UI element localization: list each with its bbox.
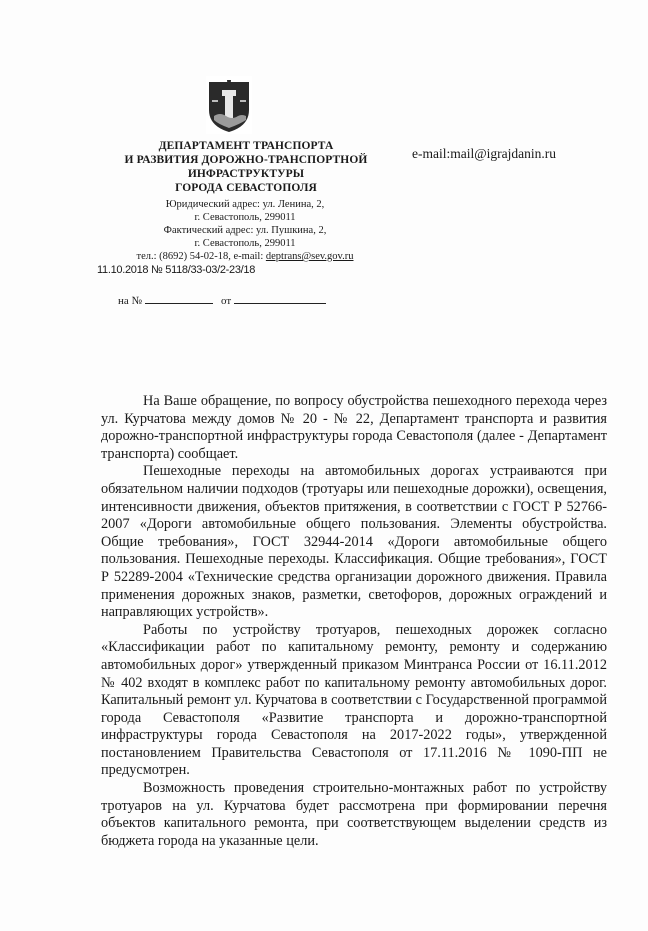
contact-line: [90, 250, 400, 263]
recipient-email: e-mail:mail@igrajdanin.ru: [412, 146, 557, 161]
department-email-link[interactable]: deptrans@sev.gov.ru: [265, 251, 354, 262]
department-address: [90, 198, 400, 263]
letter-body: [101, 393, 607, 850]
department-line: И РАЗВИТИЯ ДОРОЖНО-ТРАНСПОРТНОЙ: [124, 154, 368, 166]
legal-address-line: Юридический адрес: ул. Ленина, 2,: [165, 199, 325, 210]
department-line: ДЕПАРТАМЕНТ ТРАНСПОРТА: [158, 140, 334, 152]
registration-number: 11.10.2018 № 5118/33-03/2-23/18: [97, 264, 256, 276]
body-paragraph: Возможность проведения строительно-монтажных работ по устройству тротуаров на ул. Курчатова будет рассмотрена при формировании перечня объектов капитального ремонта, при соответствующем выделении средств из бюджета города на указанные цели.: [101, 780, 607, 849]
body-paragraph: Работы по устройству тротуаров, пешеходных дорожек согласно «Классификации работ по капитальному ремонту, ремонту и содержанию автомобильных дорог» утвержденный приказом Минтранса России от 16.11.2012 № 402 входят в комплекс работ по капитальному ремонту автомобильных дорог. Капитальный ремонт ул. Курчатова в соответствии с Государственной программой города Севастополя «Развитие транспорта и дорожно-транспортной инфраструктуры города Севастополя на 2017-2022 годы», утвержденной постановлением Правительства Севастополя от 17.11.2016 № 1090-ПП не предусмотрен.: [101, 621, 607, 779]
actual-address-city: г. Севастополь, 299011: [194, 238, 296, 249]
ref-number-label: на №: [118, 295, 143, 307]
department-name: [96, 139, 396, 195]
ref-date-label: от: [221, 295, 232, 307]
legal-address-city: г. Севастополь, 299011: [194, 212, 296, 223]
phone-text: тел.: (8692) 54-02-18, e-mail:: [136, 251, 266, 262]
reference-line: [118, 294, 326, 307]
department-line: ИНФРАСТРУКТУРЫ: [187, 168, 305, 180]
actual-address-line: Фактический адрес: ул. Пушкина, 2,: [163, 225, 327, 236]
ref-date-blank: [234, 294, 326, 304]
department-line: ГОРОДА СЕВАСТОПОЛЯ: [175, 182, 317, 194]
body-paragraph: На Ваше обращение, по вопросу обустройства пешеходного перехода через ул. Курчатова между домов № 20 - № 22, Департамент транспорта и развития дорожно-транспортной инфраструктуры города Севастополя (далее - Департамент транспорта) сообщает.: [101, 393, 607, 462]
body-paragraph: Пешеходные переходы на автомобильных дорогах устраиваются при обязательном наличии подходов (тротуары или пешеходные дорожки), освещения, интенсивности движения, объектов притяжения, в соответствии с ГОСТ Р 52766-2007 «Дороги автомобильные общего пользования. Элементы обустройства. Общие требования», ГОСТ 32944-2014 «Дороги автомобильные общего пользования. Пешеходные переходы. Классификация. Общие требования», ГОСТ Р 52289-2004 «Технические средства организации дорожного движения. Правила применения дорожных знаков, разметки, светофоров, дорожных ограждений и направляющих устройств».: [101, 463, 607, 621]
ref-number-blank: [145, 294, 213, 304]
sevastopol-coat-of-arms-icon: [206, 76, 252, 134]
